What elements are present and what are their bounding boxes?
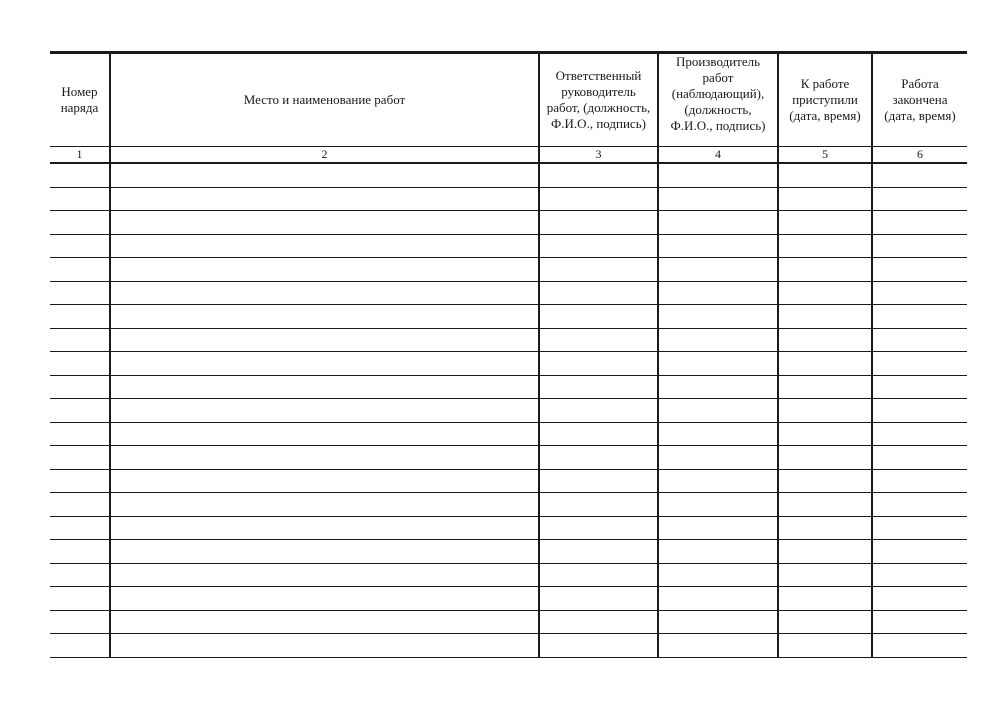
work-finished-cell [872, 399, 967, 423]
responsible-manager-cell [539, 634, 658, 658]
work-performer-cell [658, 563, 778, 587]
order-number-cell [50, 563, 110, 587]
header-row [50, 53, 967, 147]
table-row [50, 187, 967, 211]
place-and-work-cell [110, 211, 539, 235]
work-started-cell [778, 422, 872, 446]
work-started-cell [778, 163, 872, 187]
place-and-work-cell [110, 163, 539, 187]
work-performer-cell [658, 328, 778, 352]
column-number: 4 [658, 147, 778, 164]
column-number: 6 [872, 147, 967, 164]
place-and-work-cell [110, 446, 539, 470]
work-started-cell [778, 446, 872, 470]
place-and-work-cell [110, 399, 539, 423]
column-number: 2 [110, 147, 539, 164]
work-performer-cell [658, 352, 778, 376]
place-and-work-cell [110, 563, 539, 587]
responsible-manager-cell [539, 305, 658, 329]
work-performer-cell [658, 634, 778, 658]
table-row [50, 281, 967, 305]
place-and-work-cell [110, 305, 539, 329]
table-row [50, 258, 967, 282]
order-number-cell [50, 305, 110, 329]
order-number-cell [50, 211, 110, 235]
table-row [50, 563, 967, 587]
work-started-cell [778, 399, 872, 423]
order-number-cell [50, 540, 110, 564]
work-order-log-table [50, 51, 967, 658]
responsible-manager-cell [539, 516, 658, 540]
place-and-work-cell [110, 422, 539, 446]
work-started-cell [778, 234, 872, 258]
work-finished-cell [872, 258, 967, 282]
work-finished-cell [872, 469, 967, 493]
work-performer-cell [658, 211, 778, 235]
table-row [50, 634, 967, 658]
work-started-cell [778, 540, 872, 564]
work-performer-cell [658, 540, 778, 564]
table-row [50, 163, 967, 187]
place-and-work-cell [110, 187, 539, 211]
column-number: 3 [539, 147, 658, 164]
table-row [50, 305, 967, 329]
header-place-and-work: Место и наименование работ [110, 53, 539, 147]
work-started-cell [778, 211, 872, 235]
work-started-cell [778, 328, 872, 352]
header-order-number: Номер наряда [50, 53, 110, 147]
responsible-manager-cell [539, 399, 658, 423]
work-finished-cell [872, 446, 967, 470]
responsible-manager-cell [539, 540, 658, 564]
place-and-work-cell [110, 493, 539, 517]
work-performer-cell [658, 493, 778, 517]
work-performer-cell [658, 446, 778, 470]
work-finished-cell [872, 352, 967, 376]
work-performer-cell [658, 234, 778, 258]
table-row [50, 493, 967, 517]
work-performer-cell [658, 281, 778, 305]
work-performer-cell [658, 163, 778, 187]
work-finished-cell [872, 163, 967, 187]
order-number-cell [50, 516, 110, 540]
work-started-cell [778, 305, 872, 329]
work-performer-cell [658, 375, 778, 399]
table-row [50, 234, 967, 258]
header-responsible-manager: Ответственный руководитель работ, (должность, Ф.И.О., подпись) [539, 53, 658, 147]
header-work-started: К работе приступили (дата, время) [778, 53, 872, 147]
table-row [50, 211, 967, 235]
work-finished-cell [872, 516, 967, 540]
work-started-cell [778, 258, 872, 282]
place-and-work-cell [110, 258, 539, 282]
column-number-row [50, 147, 967, 164]
work-finished-cell [872, 587, 967, 611]
place-and-work-cell [110, 328, 539, 352]
work-finished-cell [872, 305, 967, 329]
table-row [50, 328, 967, 352]
order-number-cell [50, 610, 110, 634]
work-started-cell [778, 281, 872, 305]
work-performer-cell [658, 587, 778, 611]
responsible-manager-cell [539, 281, 658, 305]
responsible-manager-cell [539, 469, 658, 493]
order-number-cell [50, 422, 110, 446]
work-finished-cell [872, 187, 967, 211]
place-and-work-cell [110, 610, 539, 634]
order-number-cell [50, 163, 110, 187]
place-and-work-cell [110, 375, 539, 399]
work-started-cell [778, 493, 872, 517]
responsible-manager-cell [539, 587, 658, 611]
work-started-cell [778, 375, 872, 399]
place-and-work-cell [110, 469, 539, 493]
order-number-cell [50, 281, 110, 305]
work-finished-cell [872, 234, 967, 258]
table-row [50, 469, 967, 493]
work-finished-cell [872, 540, 967, 564]
column-number: 1 [50, 147, 110, 164]
work-finished-cell [872, 493, 967, 517]
responsible-manager-cell [539, 187, 658, 211]
log-body [50, 163, 967, 657]
work-performer-cell [658, 305, 778, 329]
place-and-work-cell [110, 281, 539, 305]
table-row [50, 610, 967, 634]
work-finished-cell [872, 634, 967, 658]
place-and-work-cell [110, 352, 539, 376]
responsible-manager-cell [539, 328, 658, 352]
work-started-cell [778, 352, 872, 376]
work-finished-cell [872, 422, 967, 446]
work-finished-cell [872, 211, 967, 235]
responsible-manager-cell [539, 258, 658, 282]
place-and-work-cell [110, 540, 539, 564]
table-row [50, 516, 967, 540]
table-row [50, 540, 967, 564]
work-started-cell [778, 610, 872, 634]
work-finished-cell [872, 563, 967, 587]
responsible-manager-cell [539, 234, 658, 258]
work-started-cell [778, 516, 872, 540]
responsible-manager-cell [539, 493, 658, 517]
order-number-cell [50, 634, 110, 658]
work-performer-cell [658, 399, 778, 423]
table-row [50, 375, 967, 399]
order-number-cell [50, 187, 110, 211]
responsible-manager-cell [539, 211, 658, 235]
table-row [50, 422, 967, 446]
order-number-cell [50, 258, 110, 282]
place-and-work-cell [110, 634, 539, 658]
order-number-cell [50, 399, 110, 423]
column-number: 5 [778, 147, 872, 164]
work-performer-cell [658, 258, 778, 282]
work-finished-cell [872, 328, 967, 352]
work-started-cell [778, 634, 872, 658]
work-started-cell [778, 187, 872, 211]
work-performer-cell [658, 516, 778, 540]
responsible-manager-cell [539, 163, 658, 187]
work-finished-cell [872, 281, 967, 305]
responsible-manager-cell [539, 563, 658, 587]
order-number-cell [50, 587, 110, 611]
responsible-manager-cell [539, 375, 658, 399]
place-and-work-cell [110, 516, 539, 540]
work-performer-cell [658, 422, 778, 446]
work-performer-cell [658, 187, 778, 211]
responsible-manager-cell [539, 446, 658, 470]
order-number-cell [50, 352, 110, 376]
work-started-cell [778, 587, 872, 611]
order-number-cell [50, 328, 110, 352]
work-finished-cell [872, 610, 967, 634]
table-row [50, 399, 967, 423]
place-and-work-cell [110, 234, 539, 258]
work-performer-cell [658, 610, 778, 634]
work-performer-cell [658, 469, 778, 493]
place-and-work-cell [110, 587, 539, 611]
order-number-cell [50, 446, 110, 470]
responsible-manager-cell [539, 610, 658, 634]
responsible-manager-cell [539, 352, 658, 376]
responsible-manager-cell [539, 422, 658, 446]
order-number-cell [50, 469, 110, 493]
table-row [50, 446, 967, 470]
header-work-finished: Работа закончена (дата, время) [872, 53, 967, 147]
order-number-cell [50, 375, 110, 399]
work-started-cell [778, 469, 872, 493]
table-row [50, 587, 967, 611]
work-started-cell [778, 563, 872, 587]
table-row [50, 352, 967, 376]
work-finished-cell [872, 375, 967, 399]
order-number-cell [50, 493, 110, 517]
order-number-cell [50, 234, 110, 258]
header-work-performer: Производитель работ (наблюдающий), (должность, Ф.И.О., подпись) [658, 53, 778, 147]
